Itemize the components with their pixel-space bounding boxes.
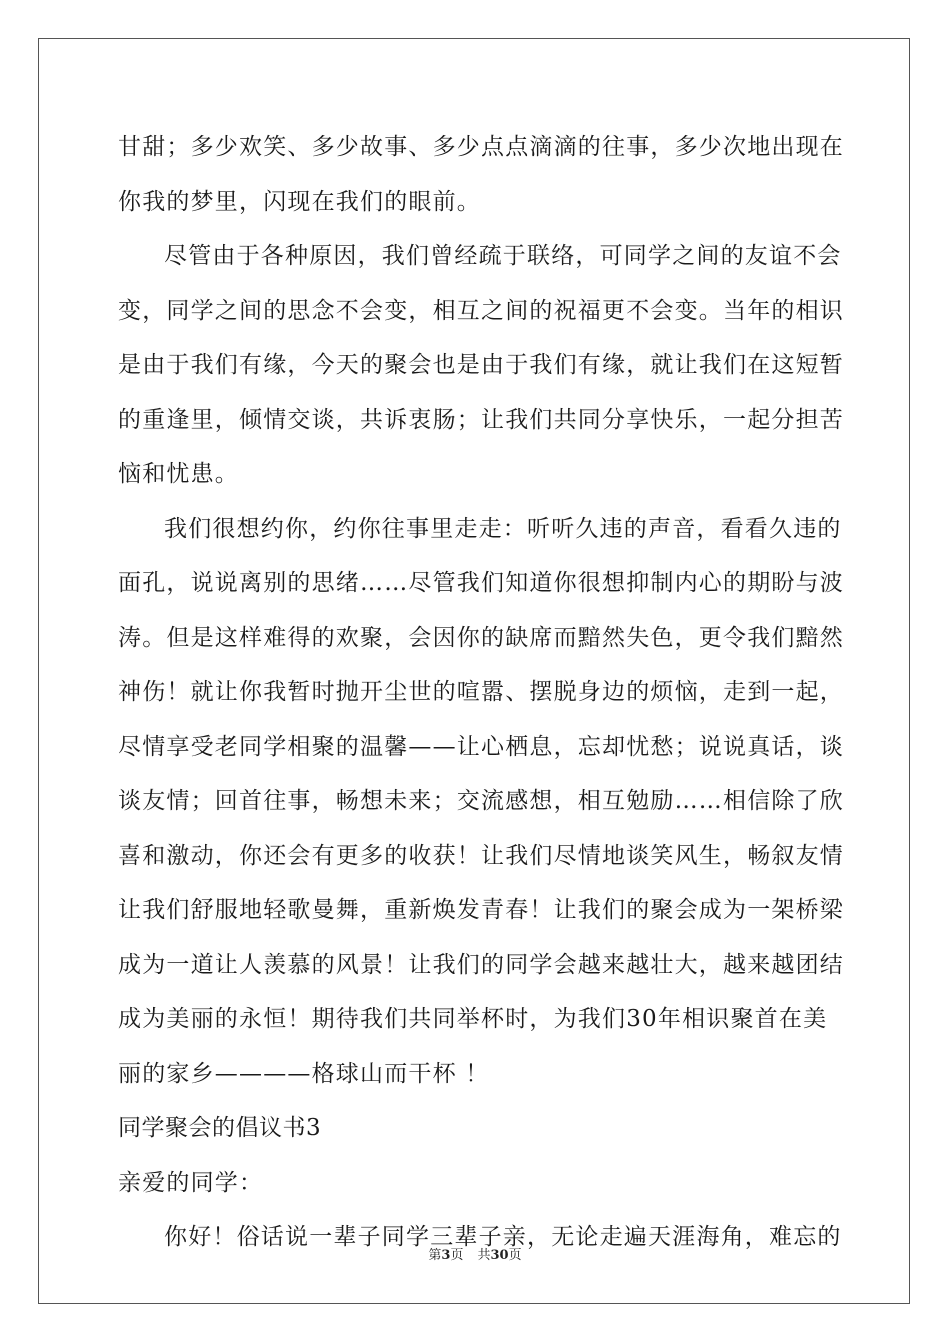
text-line: 成为美丽的永恒！期待我们共同举杯时，为我们30年相识聚首在美 [118,1006,828,1032]
page-prefix: 第 [428,1248,442,1263]
page-footer [0,1244,950,1263]
text-line: 让我们舒服地轻歌曼舞，重新焕发青春！让我们的聚会成为一架桥梁 [118,897,844,923]
total-prefix: 共 [477,1248,491,1263]
text-line: 尽情享受老同学相聚的温馨——让心栖息，忘却忧愁；说说真话，谈 [118,733,844,760]
text-line: 你我的梦里，闪现在我们的眼前。 [118,188,481,215]
total-suffix: 页 [508,1248,522,1263]
text-line: 甘甜；多少欢笑、多少故事、多少点点滴滴的往事，多少次地出现在 [118,134,844,160]
text-line: 丽的家乡————格球山而干杯 ！ [118,1060,490,1087]
paragraph-start: 尽管由于各种原因，我们曾经疏于联络，可同学之间的友谊不会 [164,243,842,269]
paragraph-start: 我们很想约你，约你往事里走走：听听久违的声音，看看久违的 [164,515,842,542]
text-line: 涛。但是这样难得的欢聚，会因你的缺席而黯然失色，更令我们黯然 [118,624,844,651]
text-line: 喜和激动，你还会有更多的收获！让我们尽情地谈笑风生，畅叙友情 [118,842,844,869]
text-line: 谈友情；回首往事，畅想未来；交流感想，相互勉励……相信除了欣 [118,788,844,814]
document-body [118,120,844,1265]
page-total: 30 [490,1248,509,1263]
text-line: 神伤！就让你我暂时抛开尘世的喧嚣、摆脱身边的烦恼，走到一起， [118,679,844,705]
page-suffix: 页 [450,1248,464,1263]
paragraph-start: 你好！俗话说一辈子同学三辈子亲，无论走遍天涯海角，难忘的 [164,1224,842,1250]
page-current: 3 [441,1248,451,1263]
text-line: 成为一道让人羡慕的风景！让我们的同学会越来越壮大，越来越团结 [118,951,844,978]
salutation: 亲爱的同学： [118,1169,264,1196]
text-line: 面孔，说说离别的思绪……尽管我们知道你很想抑制内心的期盼与波 [118,570,844,596]
text-line: 变，同学之间的思念不会变，相互之间的祝福更不会变。当年的相识 [118,297,844,324]
text-line: 是由于我们有缘，今天的聚会也是由于我们有缘，就让我们在这短暂 [118,352,844,378]
text-line: 恼和忧患。 [118,461,239,487]
text-line: 的重逢里，倾情交谈，共诉衷肠；让我们共同分享快乐，一起分担苦 [118,406,844,433]
section-title: 同学聚会的倡议书3 [118,1115,322,1141]
